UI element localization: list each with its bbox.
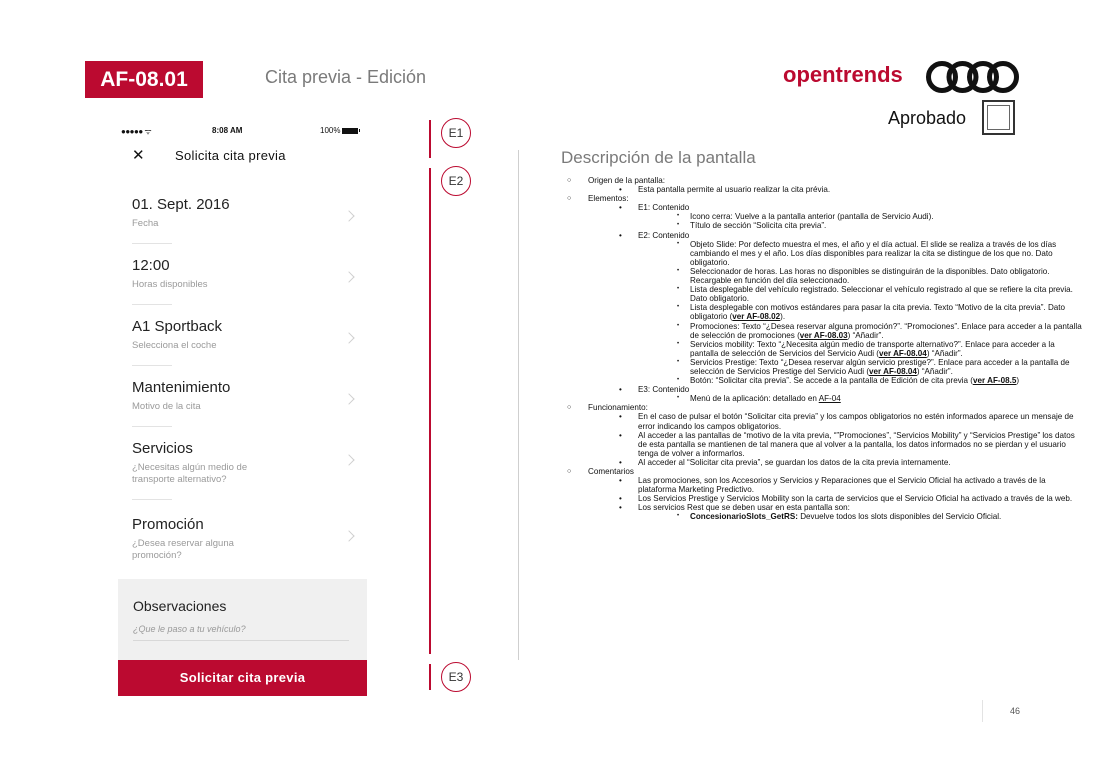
e3-heading: • E3: Contenido: [567, 385, 1082, 394]
services-value: Servicios: [132, 440, 193, 457]
e1-marker-line: [429, 120, 431, 158]
close-icon[interactable]: ✕: [132, 147, 145, 164]
screen-code-badge: AF-08.01: [85, 61, 203, 98]
reason-value: Mantenimiento: [132, 379, 231, 396]
e2-item: • Lista desplegable del vehículo registrado. Seleccionar el vehículo registrado al que se refiere la cita previa. Dato obligatorio.: [567, 285, 1082, 303]
observations-underline: [133, 640, 349, 641]
battery-indicator: 100%: [320, 126, 358, 135]
approval-checkbox[interactable]: [982, 100, 1015, 135]
description-title: Descripción de la pantalla: [561, 148, 756, 167]
services-label: ¿Necesitas algún medio de transporte alternativo?: [132, 462, 248, 485]
marker-e2: E2: [441, 166, 471, 196]
marker-e1: E1: [441, 118, 471, 148]
comments-item: • Los servicios Rest que se deben usar en esta pantalla son:: [567, 503, 1082, 512]
divider: [132, 499, 172, 500]
functioning-item: • Al acceder a las pantallas de “motivo de la vita previa, “”Promociones”, “Servicios Mobility” y “Servicios Prestige” los datos de esta pantalla se mantienen de tal manera que al volver a la pantalla, los datos informados no se pierdan y el usuario tenga de volver a informarlos.: [567, 431, 1082, 458]
page-number-divider: [982, 700, 983, 722]
e2-item: • Seleccionador de horas. Las horas no disponibles se distinguirán de la disponibles. Dato obligatorio. Recargable en función del día seleccionado.: [567, 267, 1082, 285]
functioning-item: • Al acceder al “Solicitar cita previa”, se guardan los datos de la cita previa internamente.: [567, 458, 1082, 467]
time-value: 12:00: [132, 257, 170, 274]
signal-wifi-icon: ●●●●● ᯤ: [121, 127, 152, 136]
reference-link[interactable]: ver AF-08.02: [732, 312, 781, 322]
request-appointment-button[interactable]: Solicitar cita previa: [118, 660, 367, 696]
functioning-item: • En el caso de pulsar el botón “Solicitar cita previa” y los campos obligatorios no estén informados aparece un mensaje de error indicando los campos obligatorios.: [567, 412, 1082, 430]
time-label: Horas disponibles: [132, 279, 208, 290]
nav-title: Solicita cita previa: [175, 148, 286, 163]
approval-status-label: Aprobado: [888, 108, 967, 128]
rest-service-item: • ConcesionarioSlots_GetRS: Devuelve todos los slots disponibles del Servicio Oficial.: [567, 512, 1082, 521]
functioning-heading: ○ Funcionamiento:: [567, 403, 1082, 412]
reference-link[interactable]: AF-04: [818, 394, 841, 404]
e2-marker-line: [429, 168, 431, 654]
phone-mockup: [118, 122, 367, 696]
nav-bar: [118, 144, 367, 170]
date-label: Fecha: [132, 218, 159, 229]
observations-input[interactable]: ¿Que le paso a tu vehículo?: [133, 624, 246, 634]
e2-item: • Promociones: Texto “¿Desea reservar alguna promoción?”. “Promociones”. Enlace para acceder a la pantalla de selección de promociones (ver AF-08.03) “Añadir”.: [567, 322, 1082, 340]
promotion-selector[interactable]: [132, 516, 357, 562]
e3-item: • Menú de la aplicación: detallado en AF-04: [567, 394, 1082, 403]
slide-title: Cita previa - Edición: [265, 67, 427, 87]
e1-heading: • E1: Contenido: [567, 203, 1082, 212]
divider: [132, 304, 172, 305]
origin-heading: ○ Origen de la pantalla:: [567, 176, 1082, 185]
battery-icon: [342, 128, 358, 134]
e2-item: • Objeto Slide: Por defecto muestra el mes, el año y el día actual. El slide se realiza a través de los días cambiando el mes y el año. Los días disponibles para realizar la cita se distingue de los que no. Dato obligatorio.: [567, 240, 1082, 267]
page-number: 46: [1010, 706, 1021, 716]
marker-e3: E3: [441, 662, 471, 692]
e1-item: • Icono cerra: Vuelve a la pantalla anterior (pantalla de Servicio Audi).: [567, 212, 1082, 221]
observations-title: Observaciones: [133, 598, 227, 614]
e2-heading: • E2: Contenido: [567, 231, 1082, 240]
opentrends-logo: opentrends: [783, 62, 903, 87]
services-selector[interactable]: [132, 440, 357, 486]
status-time: 8:08 AM: [212, 126, 243, 135]
elements-heading: ○ Elementos:: [567, 194, 1082, 203]
reference-link[interactable]: ver AF-08.03: [799, 330, 848, 340]
reference-link[interactable]: ver AF-08.5: [973, 376, 1017, 386]
e2-item: • Botón: “Solicitar cita previa”. Se accede a la pantalla de Edición de cita previa (ver AF-08.5): [567, 376, 1082, 385]
car-label: Selecciona el coche: [132, 340, 217, 351]
observations-section: [118, 579, 367, 660]
e3-marker-line: [429, 664, 431, 690]
car-selector[interactable]: [132, 318, 357, 352]
e1-item: • Título de sección “Solicita cita previa”.: [567, 221, 1082, 230]
comments-item: • Las promociones, son los Accesorios y Servicios y Reparaciones que el Servicio Oficial ha activado a través de la plataforma Marketing Predictivo.: [567, 476, 1082, 494]
reason-label: Motivo de la cita: [132, 401, 201, 412]
status-bar: [121, 126, 365, 140]
date-selector[interactable]: [132, 196, 357, 230]
reference-link[interactable]: ver AF-08.04: [869, 366, 917, 376]
divider: [132, 243, 172, 244]
time-selector[interactable]: [132, 257, 357, 291]
description-body: [567, 176, 1082, 522]
reference-link[interactable]: ver AF-08.04: [878, 348, 927, 358]
e2-item: • Servicios mobility: Texto “¿Necesita algún medio de transporte alternativo?”. Enlace para acceder a la pantalla de selección de Servicios del Servicio Audi (ver AF-08.04) “Añadir”.: [567, 340, 1082, 358]
comments-item: • Los Servicios Prestige y Servicios Mobility son la carta de servicios que el Servicio Oficial ha activado a través de la web.: [567, 494, 1082, 503]
comments-heading: ○ Comentarios: [567, 467, 1082, 476]
promotion-label: ¿Desea reservar alguna promoción?: [132, 538, 234, 561]
e2-item: • Servicios Prestige: Texto “¿Desea reservar algún servicio prestige?”. Enlace para acceder a la pantalla de selección de Servicios Prestige del Servicio Audi (ver AF-08.04) “Añadir”.: [567, 358, 1082, 376]
vertical-divider: [518, 150, 519, 660]
audi-rings-logo: [925, 60, 1020, 94]
divider: [132, 426, 172, 427]
car-value: A1 Sportback: [132, 318, 223, 335]
date-value: 01. Sept. 2016: [132, 196, 230, 213]
e2-item: • Lista desplegable con motivos estándares para pasar la cita previa. Texto “Motivo de la cita previa”. Dato obligatorio (ver AF-08.02).: [567, 303, 1082, 321]
reason-selector[interactable]: [132, 379, 357, 413]
divider: [132, 365, 172, 366]
origin-text: • Esta pantalla permite al usuario realizar la cita prévia.: [567, 185, 1082, 194]
promotion-value: Promoción: [132, 516, 204, 533]
